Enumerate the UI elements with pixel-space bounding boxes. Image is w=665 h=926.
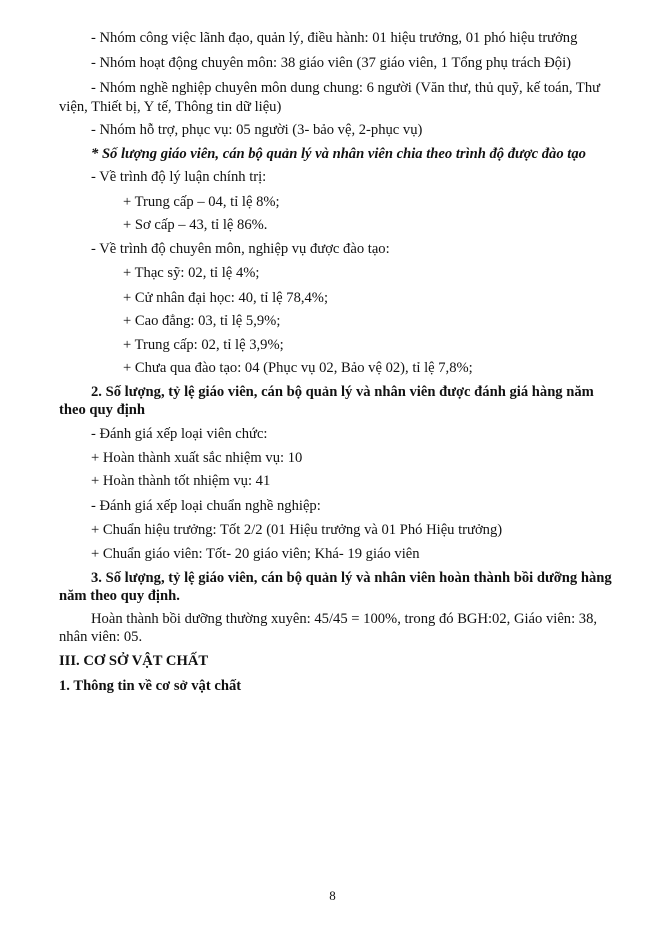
text-line-intermediate-political: + Trung cấp – 04, tỉ lệ 8%; — [123, 194, 280, 210]
text-line-masters: + Thạc sỹ: 02, tỉ lệ 4%; — [123, 265, 260, 281]
subheading-training-level: * Số lượng giáo viên, cán bộ quản lý và nhân viên chia theo trình độ được đào tạo — [91, 146, 586, 162]
heading-section-2: 2. Số lượng, tỷ lệ giáo viên, cán bộ quản lý và nhân viên được đánh giá hàng năm — [91, 384, 594, 400]
text-line-college: + Cao đẳng: 03, tỉ lệ 5,9%; — [123, 313, 281, 329]
text-line-civil-servant-rating: - Đánh giá xếp loại viên chức: — [91, 426, 268, 442]
heading-facilities-info: 1. Thông tin về cơ sở vật chất — [59, 678, 242, 694]
text-line-teacher-standard: + Chuẩn giáo viên: Tốt- 20 giáo viên; Khá- 19 giáo viên — [91, 546, 420, 562]
page-number: 8 — [329, 888, 336, 903]
text-line-support-group: - Nhóm hỗ trợ, phục vụ: 05 người (3- bảo vệ, 2-phục vụ) — [91, 122, 423, 138]
text-line-professional-level: - Về trình độ chuyên môn, nghiệp vụ được đào tạo: — [91, 241, 390, 257]
text-line-shared-group-cont: viện, Thiết bị, Y tế, Thông tin dữ liệu) — [59, 99, 282, 115]
text-line-good: + Hoàn thành tốt nhiệm vụ: 41 — [91, 473, 271, 489]
text-line-leadership-group: - Nhóm công việc lãnh đạo, quản lý, điều hành: 01 hiệu trưởng, 01 phó hiệu trưởng — [91, 30, 578, 46]
text-line-professional-group: - Nhóm hoạt động chuyên môn: 38 giáo viên (37 giáo viên, 1 Tổng phụ trách Đội) — [91, 55, 572, 71]
text-line-training-completion-cont: nhân viên: 05. — [59, 629, 143, 645]
heading-section-3: 3. Số lượng, tỷ lệ giáo viên, cán bộ quản lý và nhân viên hoàn thành bồi dưỡng hàng — [91, 570, 612, 586]
text-line-shared-group: - Nhóm nghề nghiệp chuyên môn dung chung: 6 người (Văn thư, thủ quỹ, kế toán, Thư — [91, 80, 601, 96]
heading-section-3-cont: năm theo quy định. — [59, 588, 180, 604]
text-line-elementary-political: + Sơ cấp – 43, tỉ lệ 86%. — [123, 217, 268, 233]
heading-part-3: III. CƠ SỞ VẬT CHẤT — [59, 653, 209, 669]
text-line-bachelors: + Cử nhân đại học: 40, tỉ lệ 78,4%; — [123, 290, 329, 306]
text-line-excellent: + Hoàn thành xuất sắc nhiệm vụ: 10 — [91, 450, 303, 466]
text-line-political-theory: - Về trình độ lý luận chính trị: — [91, 169, 267, 185]
text-line-untrained: + Chưa qua đào tạo: 04 (Phục vụ 02, Bảo vệ 02), tỉ lệ 7,8%; — [123, 360, 473, 376]
text-line-professional-standard: - Đánh giá xếp loại chuẩn nghề nghiệp: — [91, 498, 321, 514]
text-line-intermediate: + Trung cấp: 02, tỉ lệ 3,9%; — [123, 337, 284, 353]
text-line-training-completion: Hoàn thành bồi dưỡng thường xuyên: 45/45 = 100%, trong đó BGH:02, Giáo viên: 38, — [91, 611, 598, 627]
text-line-principal-standard: + Chuẩn hiệu trưởng: Tốt 2/2 (01 Hiệu trưởng và 01 Phó Hiệu trưởng) — [91, 522, 503, 538]
heading-section-2-cont: theo quy định — [59, 402, 145, 418]
